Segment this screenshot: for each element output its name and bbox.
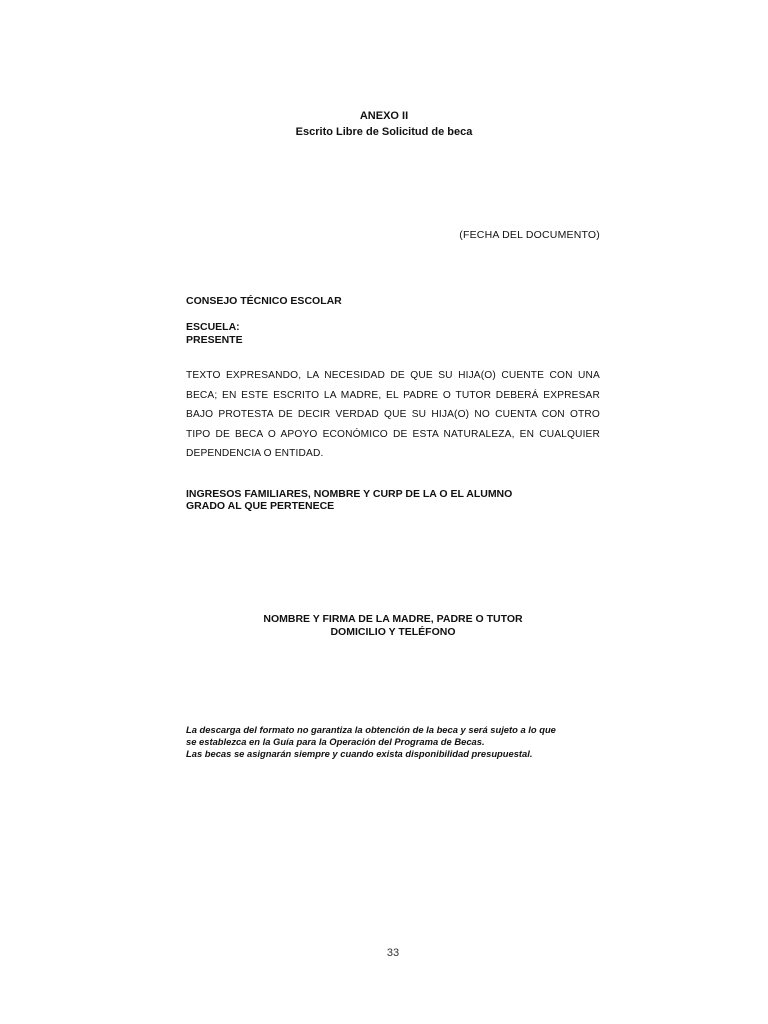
body-line-5: DEPENDENCIA O ENTIDAD. bbox=[186, 448, 324, 460]
income-heading: INGRESOS FAMILIARES, NOMBRE Y CURP DE LA O EL ALUMNO bbox=[186, 488, 513, 500]
body-line-4: TIPO DE BECA O APOYO ECONÓMICO DE ESTA NATURALEZA, EN CUALQUIER bbox=[186, 428, 600, 440]
address-phone-heading: DOMICILIO Y TELÉFONO bbox=[330, 626, 456, 638]
annex-title: ANEXO II bbox=[359, 110, 409, 122]
page-number: 33 bbox=[386, 947, 400, 959]
body-line-3: BAJO PROTESTA DE DECIR VERDAD QUE SU HIJA(O) NO CUENTA CON OTRO bbox=[186, 409, 600, 421]
document-subtitle: Escrito Libre de Solicitud de beca bbox=[295, 126, 473, 138]
disclaimer-line-2: se establezca en la Guía para la Operación del Programa de Becas. bbox=[186, 736, 485, 747]
grade-heading: GRADO AL QUE PERTENECE bbox=[186, 500, 335, 512]
school-label: ESCUELA: bbox=[186, 321, 240, 333]
signature-heading: NOMBRE Y FIRMA DE LA MADRE, PADRE O TUTOR bbox=[263, 613, 523, 625]
body-paragraph bbox=[186, 366, 600, 464]
disclaimer-line-3: Las becas se asignarán siempre y cuando exista disponibilidad presupuestal. bbox=[186, 748, 533, 759]
present-label: PRESENTE bbox=[186, 334, 243, 346]
disclaimer-note bbox=[186, 724, 606, 760]
body-line-1: TEXTO EXPRESANDO, LA NECESIDAD DE QUE SU HIJA(O) CUENTE CON UNA bbox=[186, 370, 600, 381]
date-placeholder: (FECHA DEL DOCUMENTO) bbox=[459, 229, 600, 241]
body-line-2: BECA; EN ESTE ESCRITO LA MADRE, EL PADRE O TUTOR DEBERÁ EXPRESAR bbox=[186, 389, 600, 401]
disclaimer-line-1: La descarga del formato no garantiza la obtención de la beca y será sujeto a lo que bbox=[186, 724, 556, 735]
council-heading: CONSEJO TÉCNICO ESCOLAR bbox=[186, 295, 342, 307]
